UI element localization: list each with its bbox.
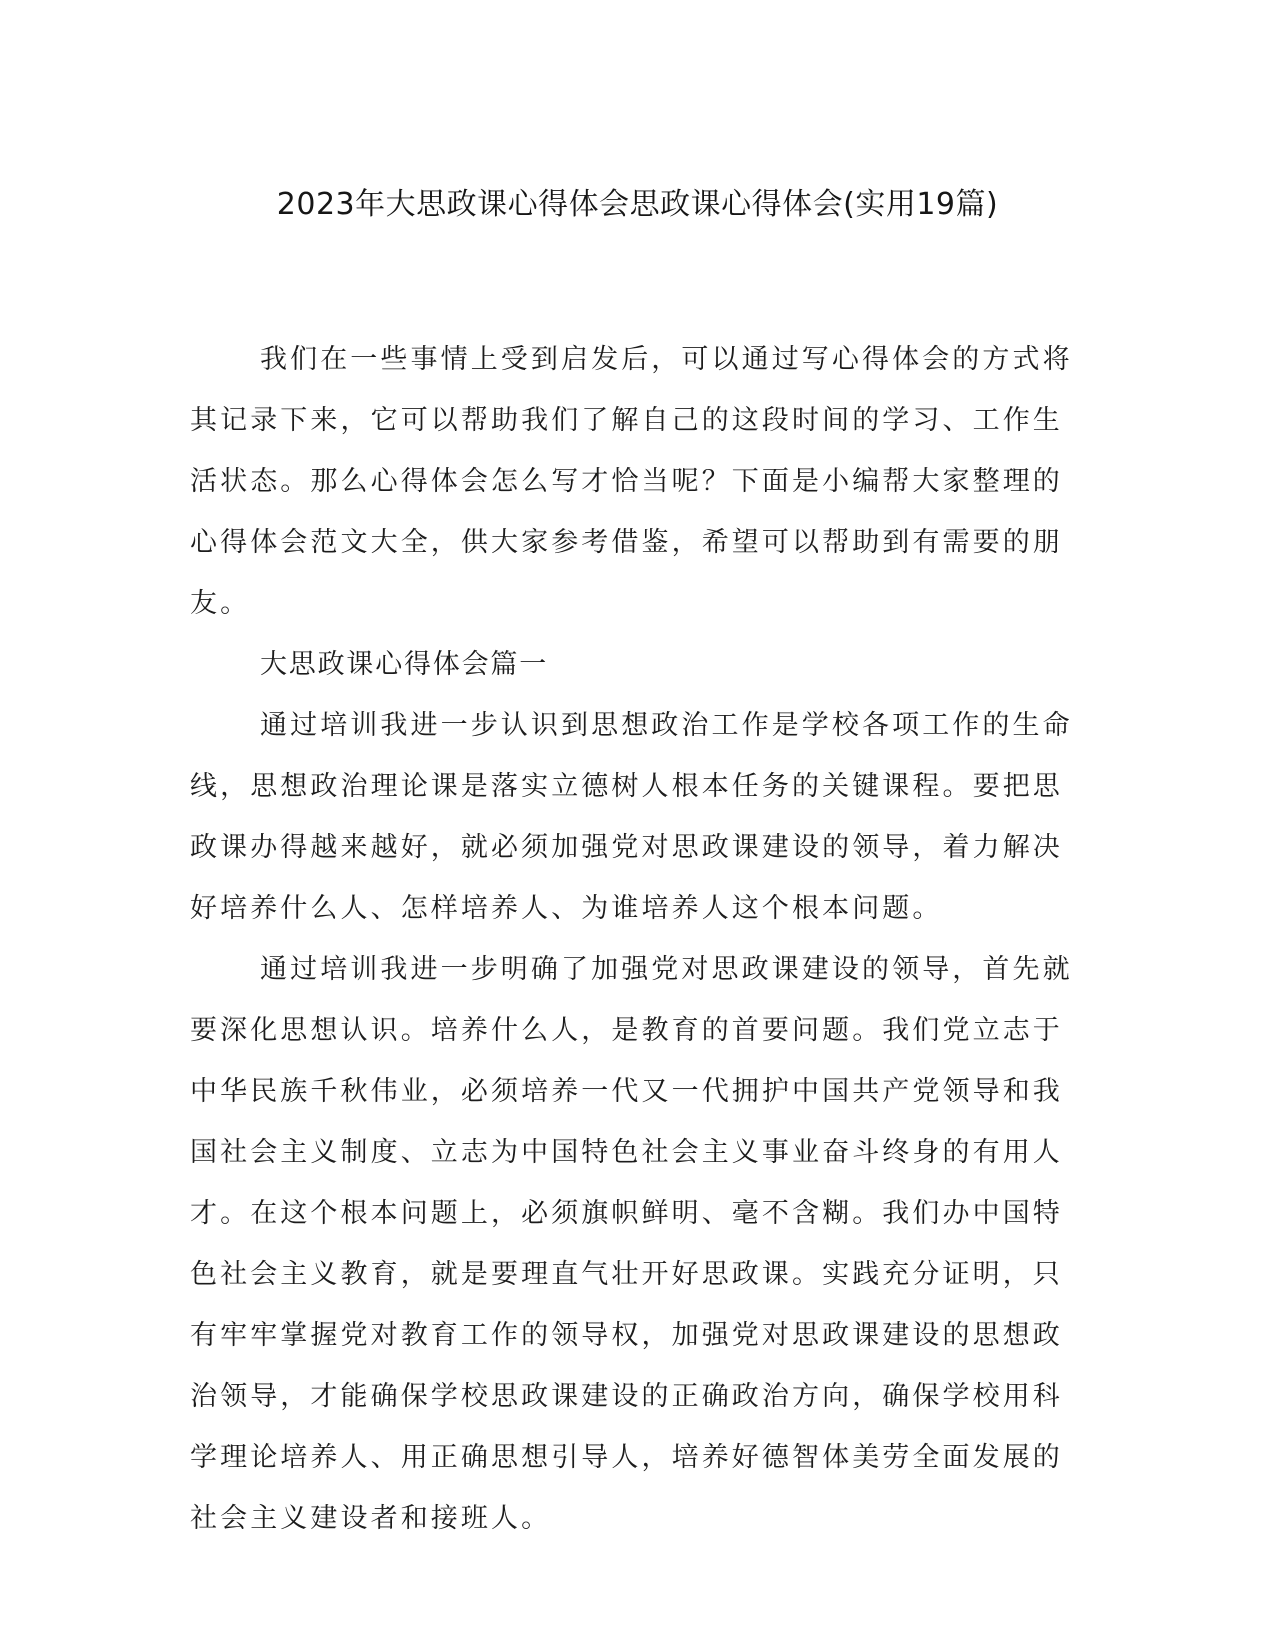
body-paragraph-2: 通过培训我进一步明确了加强党对思政课建设的领导，首先就要深化思想认识。培养什么人，是教育的首要问题。我们党立志于中华民族千秋伟业，必须培养一代又一代拥护中国共产党领导和我国社会主义制度、立志为中国特色社会主义事业奋斗终身的有用人才。在这个根本问题上，必须旗帜鲜明、毫不含糊。我们办中国特色社会主义教育，就是要理直气壮开好思政课。实践充分证明，只有牢牢掌握党对教育工作的领导权，加强党对思政课建设的思想政治领导，才能确保学校思政课建设的正确政治方向，确保学校用科学理论培养人、用正确思想引导人，培养好德智体美劳全面发展的社会主义建设者和接班人。 <box>190 954 1073 1534</box>
document-body <box>190 329 1090 1549</box>
document-title: 2023年大思政课心得体会思政课心得体会(实用19篇) <box>276 187 999 222</box>
body-paragraph-1: 通过培训我进一步认识到思想政治工作是学校各项工作的生命线，思想政治理论课是落实立德树人根本任务的关键课程。要把思政课办得越来越好，就必须加强党对思政课建设的领导，着力解决好培养什么人、怎样培养人、为谁培养人这个根本问题。 <box>190 710 1073 924</box>
section-heading: 大思政课心得体会篇一 <box>260 649 548 680</box>
intro-paragraph: 我们在一些事情上受到启发后，可以通过写心得体会的方式将其记录下来，它可以帮助我们了解自己的这段时间的学习、工作生活状态。那么心得体会怎么写才恰当呢？下面是小编帮大家整理的心得体会范文大全，供大家参考借鉴，希望可以帮助到有需要的朋友。 <box>190 344 1073 619</box>
